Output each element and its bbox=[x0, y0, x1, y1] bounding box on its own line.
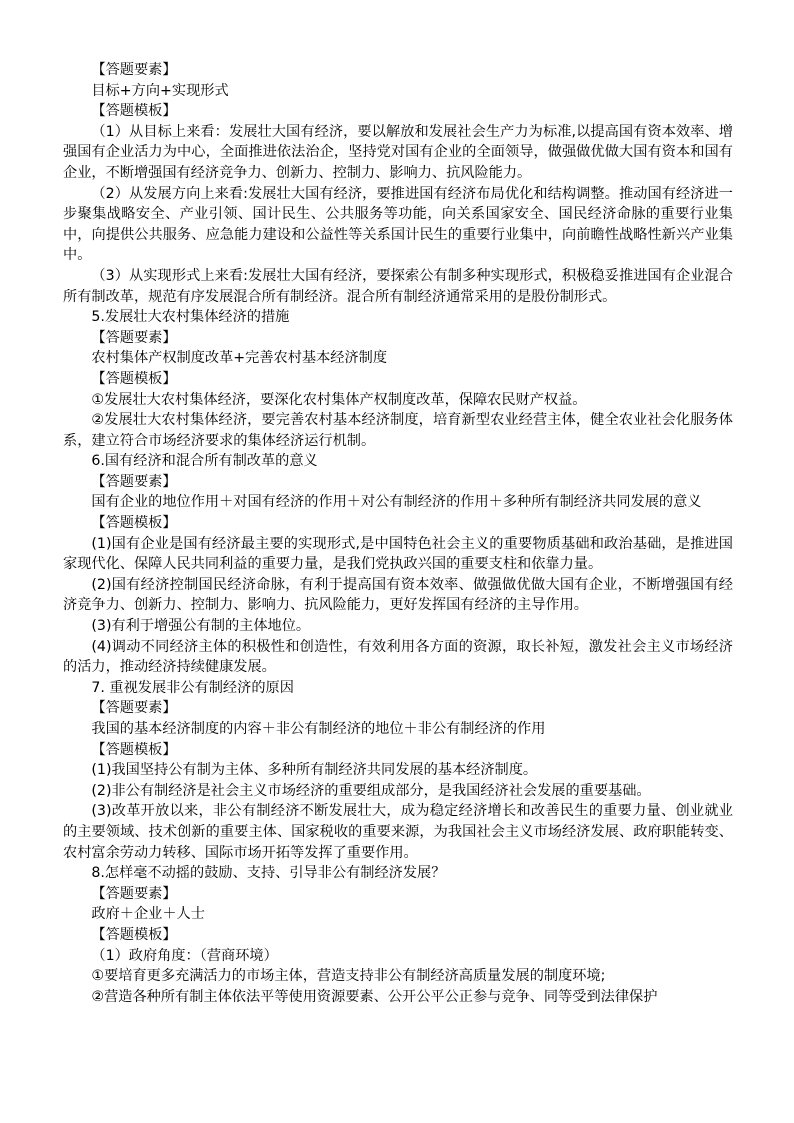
section-heading: 【答题要素】 bbox=[91, 329, 177, 346]
paragraph: （1）政府角度：（营商环境） bbox=[91, 947, 278, 964]
paragraph: ①发展壮大农村集体经济，要深化农村集体产权制度改革，保障农民财产权益。 bbox=[91, 391, 587, 408]
question-title: 8.怎样毫不动摇的鼓励、支持、引导非公有制经济发展？ bbox=[91, 865, 446, 882]
paragraph: (4)调动不同经济主体的积极性和创造性，有效利用各方面的资源，取长补短，激发社会主义市场经济的活力，推动经济持续健康发展。 bbox=[63, 638, 733, 676]
paragraph: (2)非公有制经济是社会主义市场经济的重要组成部分，是我国经济社会发展的重要基础。 bbox=[91, 782, 651, 799]
section-heading: 【答题要素】 bbox=[91, 62, 177, 78]
paragraph: (2)国有经济控制国民经济命脉，有利于提高国有资本效率、做强做优做大国有企业，不断增强国有经济竞争力、创新力、控制力、影响力、抗风险能力，更好发挥国有经济的主导作用。 bbox=[63, 576, 733, 614]
question-title: 7. 重视发展非公有制经济的原因 bbox=[91, 679, 294, 696]
paragraph: (3)改革开放以来，非公有制经济不断发展壮大，成为稳定经济增长和改善民生的重要力量、创业就业的主要领域、技术创新的重要主体、国家税收的重要来源，为我国社会主义市场经济发展、政府职能转变、农村富余劳动力转移、国际市场开拓等发挥了重要作用。 bbox=[63, 803, 733, 861]
paragraph: ①要培育更多充满活力的市场主体，营造支持非公有制经济高质量发展的制度环境; bbox=[91, 968, 606, 985]
section-heading: 【答题模板】 bbox=[91, 741, 177, 758]
paragraph: (1)我国坚持公有制为主体、多种所有制经济共同发展的基本经济制度。 bbox=[91, 762, 538, 779]
paragraph: 我国的基本经济制度的内容＋非公有制经济的地位＋非公有制经济的作用 bbox=[91, 721, 546, 737]
paragraph: （2）从发展方向上来看:发展壮大国有经济，要推进国有经济布局优化和结构调整。推动国有经济进一步聚集战略安全、产业引领、国计民生、公共服务等功能，向关系国家安全、国民经济命脉的重要行业集中，向提供公共服务、应急能力建设和公益性等关系国计民生的重要行业集中，向前瞻性战略性新兴产业集中。 bbox=[63, 185, 733, 264]
paragraph: ②营造各种所有制主体依法平等使用资源要素、公开公平公正参与竞争、同等受到法律保护 bbox=[91, 988, 658, 1005]
section-heading: 【答题要素】 bbox=[91, 885, 177, 902]
section-heading: 【答题模板】 bbox=[91, 515, 177, 532]
section-heading: 【答题要素】 bbox=[91, 473, 177, 490]
section-heading: 【答题模板】 bbox=[91, 370, 177, 387]
paragraph: （3）从实现形式上来看:发展壮大国有经济，要探索公有制多种实现形式，积极稳妥推进国有企业混合所有制改革，规范有序发展混合所有制经济。混合所有制经济通常采用的是股份制形式。 bbox=[63, 267, 733, 305]
paragraph: 国有企业的地位作用＋对国有经济的作用＋对公有制经济的作用＋多种所有制经济共同发展的意义 bbox=[91, 494, 702, 511]
question-title: 6.国有经济和混合所有制改革的意义 bbox=[91, 453, 318, 470]
paragraph: 目标+方向+实现形式 bbox=[91, 82, 229, 99]
paragraph: （1）从目标上来看：发展壮大国有经济，要以解放和发展社会生产力为标准,以提高国有资本效率、增强国有企业活力为中心，全面推进依法治企，坚持党对国有企业的全面领导，做强做优做大国有资本和国有企业，不断增强国有经济竞争力、创新力、控制力、影响力、抗风险能力。 bbox=[63, 123, 733, 181]
paragraph: 政府＋企业＋人士 bbox=[91, 906, 205, 923]
section-heading: 【答题要素】 bbox=[91, 700, 177, 717]
paragraph: (3)有利于增强公有制的主体地位。 bbox=[91, 618, 311, 635]
question-title: 5.发展壮大农村集体经济的措施 bbox=[91, 309, 290, 326]
section-heading: 【答题模板】 bbox=[91, 926, 177, 943]
section-heading: 【答题模板】 bbox=[91, 103, 177, 120]
document-page bbox=[63, 60, 733, 1007]
paragraph: ②发展壮大农村集体经济，要完善农村基本经济制度，培育新型农业经营主体，健全农业社会化服务体系，建立符合市场经济要求的集体经济运行机制。 bbox=[63, 412, 733, 449]
paragraph: 农村集体产权制度改革+完善农村基本经济制度 bbox=[91, 350, 388, 367]
paragraph: (1)国有企业是国有经济最主要的实现形式,是中国特色社会主义的重要物质基础和政治基础，是推进国家现代化、保障人民共同利益的重要力量，是我们党执政兴国的重要支柱和依靠力量。 bbox=[63, 535, 733, 573]
